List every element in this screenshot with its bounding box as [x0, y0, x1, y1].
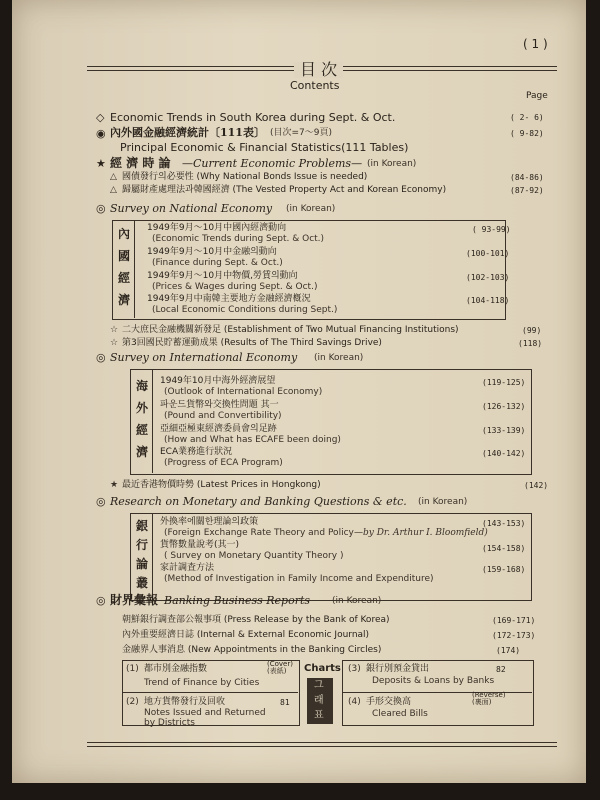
item-en: ( Survey on Monetary Quantity Theory ): [164, 551, 344, 561]
item-en: (Pound and Convertibility): [164, 411, 282, 421]
entry-title: Economic Trends in South Korea during Sept. & Oct.: [110, 111, 396, 124]
star-icon: ★: [110, 480, 119, 490]
item-pages: (104-118): [466, 296, 510, 305]
item-en: (Method of Investigation in Family Income and Expenditure): [164, 574, 434, 584]
subitem-pages: (84-86): [510, 173, 544, 182]
item-en: (Prices & Wages during Sept. & Oct.): [152, 282, 318, 292]
side-char: 海: [135, 379, 148, 393]
star-icon: ★: [96, 157, 106, 170]
section-title: Survey on International Economy: [110, 351, 298, 364]
charts-label: Charts: [304, 663, 341, 674]
page-column-label: Page: [526, 91, 548, 101]
section-lang: (in Korean): [314, 353, 364, 363]
side-char: 論: [135, 557, 148, 571]
item-en: (Outlook of International Economy): [164, 387, 323, 397]
subitem-text: 歸屬財產處理法과韓國經濟 (The Vested Property Act and Korean Economy): [122, 185, 447, 195]
item-ko: 家計調査方法: [160, 563, 215, 573]
chart-num: (3): [348, 664, 361, 674]
subitem-text: 國債發行의必要性 (Why National Bonds Issue is needed): [122, 172, 368, 182]
item-en: (Finance during Sept. & Oct.): [152, 258, 283, 268]
side-char: 銀: [135, 519, 148, 533]
item-en: (Progress of ECA Program): [164, 458, 283, 468]
chart-ko: 銀行別預金貸出: [366, 664, 430, 674]
chart-en: Trend of Finance by Cities: [144, 678, 260, 688]
entry-pages: ( 2- 6): [510, 113, 544, 122]
item-pages: (100-101): [466, 249, 510, 258]
star-outline-icon: ☆: [110, 325, 119, 335]
item-pages: (102-103): [466, 273, 510, 282]
triangle-icon: △: [110, 172, 117, 182]
subitem-pages: (87-92): [510, 186, 544, 195]
chart-en: Cleared Bills: [372, 709, 428, 719]
section-lang: (in Korean): [286, 204, 336, 214]
section-title-ko: 財界彙報: [110, 593, 159, 607]
chart-ko: 手形交換高: [366, 697, 412, 707]
item-ko: 亞細亞極東經濟委員會의足跡: [160, 424, 277, 434]
item-ko: 1949年10月中海外經濟展望: [160, 376, 276, 386]
side-char: 內: [117, 227, 130, 241]
item-en: (How and What has ECAFE been doing): [164, 435, 341, 445]
item-ko: 파운드貨幣와交換性問題 其一: [160, 400, 279, 410]
side-char: 經: [135, 423, 148, 437]
divider: [152, 369, 153, 473]
side-char: 濟: [117, 293, 130, 307]
entry-text: 第3回國民貯蓄運動成果 (Results of The Third Savings Drive): [122, 338, 382, 348]
double-circle-icon: ◎: [96, 495, 106, 508]
side-char: 그: [314, 680, 324, 691]
chart-pages: 82: [496, 665, 506, 674]
chart-en: Notes Issued and Returned by Districts: [144, 708, 266, 728]
side-char: 래: [314, 695, 324, 706]
item-ko: 外換率에關한理論의政策: [160, 517, 259, 527]
item-ko: 1949年9月中南韓主要地方金融經濟槪況: [147, 294, 311, 304]
item-pages: (169-171): [492, 616, 536, 625]
entry-text: 最近香港物價時勢 (Latest Prices in Hongkong): [122, 480, 321, 490]
entry-title-en: Principal Economic & Financial Statistics(111 Tables): [120, 141, 409, 154]
chart-ko: 都市別金融指數: [144, 664, 208, 674]
section-title: Survey on National Economy: [110, 202, 273, 215]
item-pages: (172-173): [492, 631, 536, 640]
contents-title-ko: 目 次: [294, 62, 343, 78]
triangle-icon: △: [110, 185, 117, 195]
entry-pages: (99): [522, 326, 542, 335]
side-char: 行: [135, 538, 148, 552]
item-pages: (154-158): [482, 544, 526, 553]
item-pages: (174): [496, 646, 521, 655]
page-number: ( 1 ): [523, 37, 548, 51]
side-char: 外: [135, 401, 148, 415]
double-circle-icon: ◎: [96, 202, 106, 215]
entry-title-ko: 內外國金融經濟統計〔111表〕: [110, 126, 265, 139]
item-ko: ECA業務進行狀況: [160, 447, 233, 457]
item-pages: ( 93-99): [472, 225, 511, 234]
divider: [122, 692, 298, 693]
entry-title-en: —Current Economic Problems—: [182, 157, 363, 170]
document-page: [12, 0, 586, 783]
item-ko: 貨幣數量說考(其一): [160, 540, 240, 550]
side-char: 叢: [135, 576, 148, 590]
item-text: 朝鮮銀行調查部公報事項 (Press Release by the Bank of Korea): [122, 615, 390, 625]
diamond-icon: ◇: [96, 111, 105, 124]
item-pages: (119-125): [482, 378, 526, 387]
side-char: 표: [314, 710, 324, 721]
item-author: —by Dr. Arthur I. Bloomfield): [354, 528, 488, 538]
chart-num: (4): [348, 697, 361, 707]
item-en: (Local Economic Conditions during Sept.): [152, 305, 338, 315]
chart-num: (1): [126, 664, 139, 674]
item-en: (Economic Trends during Sept. & Oct.): [152, 234, 325, 244]
section-lang: (in Korean): [418, 497, 468, 507]
entry-text: 二大庶民金融機關新發足 (Establishment of Two Mutual Financing Institutions): [122, 325, 459, 335]
entry-pages: (142): [524, 481, 549, 490]
item-text: 內外重要經濟日誌 (Internal & External Economic Journal): [122, 630, 370, 640]
side-char: 經: [117, 271, 130, 285]
item-pages: (140-142): [482, 449, 526, 458]
chart-pages: 81: [280, 698, 290, 707]
section-title-en: Banking Business Reports: [164, 594, 311, 607]
item-pages: (133-139): [482, 426, 526, 435]
entry-pages: (118): [518, 339, 543, 348]
divider: [152, 513, 153, 599]
item-ko: 1949年9月〜10月中金融의動向: [147, 247, 277, 257]
chart-ko: 地方貨幣發行及回收: [144, 697, 226, 707]
item-ko: 1949年9月〜10月中物價,勞賃의動向: [147, 271, 298, 281]
side-char: 國: [117, 249, 130, 263]
entry-title-ko: 經 濟 時 論: [110, 156, 171, 170]
item-pages: (126-132): [482, 402, 526, 411]
entry-lang: (in Korean): [367, 159, 417, 169]
circle-dot-icon: ◉: [96, 127, 106, 140]
section-title: Research on Monetary and Banking Questions & etc.: [110, 495, 407, 508]
entry-pages: ( 9-82): [510, 129, 544, 138]
entry-sub: (目次=7〜9頁): [270, 128, 333, 138]
side-char: 濟: [135, 445, 148, 459]
star-outline-icon: ☆: [110, 338, 119, 348]
footer-rule: [87, 742, 557, 747]
double-circle-icon: ◎: [96, 594, 106, 607]
chart-tag: (Cover) (表紙): [267, 660, 293, 675]
section-lang: (in Korean): [332, 596, 382, 606]
item-pages: (143-153): [482, 519, 526, 528]
item-ko: 1949年9月〜10月中國內經濟動向: [147, 223, 287, 233]
chart-tag: (Reverse) (裏面): [472, 691, 506, 706]
double-circle-icon: ◎: [96, 351, 106, 364]
item-text: 金融界人事消息 (New Appointments in the Banking Circles): [122, 645, 382, 655]
item-en: (Foreign Exchange Rate Theory and Policy: [164, 528, 354, 538]
chart-en: Deposits & Loans by Banks: [372, 676, 495, 686]
contents-title-en: Contents: [290, 79, 340, 92]
item-pages: (159-168): [482, 565, 526, 574]
chart-num: (2): [126, 697, 139, 707]
divider: [134, 220, 135, 318]
